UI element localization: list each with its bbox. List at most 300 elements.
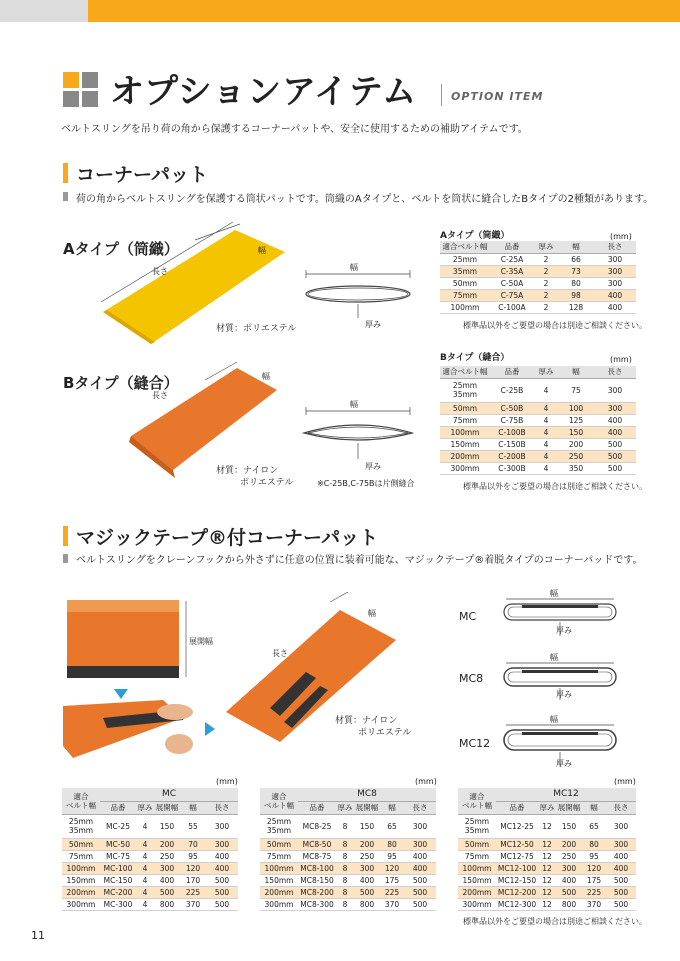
table-cell: 200 xyxy=(556,838,582,850)
section-title-magic-pad: マジックテープ®付コーナーパット xyxy=(76,527,379,549)
table-cell: 75mm xyxy=(62,850,100,862)
table-cell: 500 xyxy=(594,438,636,450)
table-mc12-header: 適合 ベルト幅 xyxy=(458,788,496,814)
table-cell: 80 xyxy=(380,838,404,850)
variant-thickness-label: 厚み xyxy=(556,759,572,768)
table-cell: 300mm xyxy=(62,898,100,910)
table-cell: 80 xyxy=(582,838,606,850)
section-desc-corner-pad: 荷の角からベルトスリングを保護する筒状パットです。筒織のAタイプと、ベルトを筒状に縫合したBタイプの2種類があります。 xyxy=(76,194,654,205)
table-mc-header: 厚み xyxy=(137,803,153,812)
table-cell: MC-200 xyxy=(100,886,136,898)
table-cell: MC12-150 xyxy=(497,875,537,885)
table-cell: C-25B xyxy=(490,378,534,402)
table-b-header: 厚み xyxy=(534,366,558,378)
table-cell: 300 xyxy=(206,838,238,850)
table-row xyxy=(440,277,636,289)
table-cell: MC12-25 xyxy=(496,814,538,838)
table-cell: 65 xyxy=(582,814,606,838)
table-a xyxy=(440,241,636,314)
table-b-unit: (mm) xyxy=(610,355,632,364)
table-cell: 12 xyxy=(538,814,556,838)
table-row xyxy=(440,450,636,462)
table-cell: 12 xyxy=(538,886,556,898)
table-cell: 8 xyxy=(336,898,354,910)
section-b-width-label: 幅 xyxy=(350,400,358,409)
title-separator xyxy=(441,84,442,106)
table-cell: 300 xyxy=(404,814,436,838)
magic-pad-open-photo xyxy=(67,600,187,680)
table-b-note: 標準品以外をご要望の場合は別途ご相談ください。 xyxy=(463,482,647,491)
table-cell: 25mm 35mm xyxy=(458,814,496,838)
variant-thickness-label: 厚み xyxy=(556,626,572,635)
table-cell: 300 xyxy=(606,814,636,838)
table-cell: 125 xyxy=(558,414,594,426)
table-cell: 95 xyxy=(582,850,606,862)
table-cell: 350 xyxy=(558,462,594,474)
table-cell: 500 xyxy=(354,886,380,898)
section-desc-marker xyxy=(63,192,68,201)
table-cell: MC8-100 xyxy=(298,862,336,874)
table-a-unit: (mm) xyxy=(610,232,632,241)
table-a-header: 幅 xyxy=(558,241,594,253)
table-cell: 500 xyxy=(606,874,636,886)
table-b-header: 適合ベルト幅 xyxy=(440,366,490,378)
table-cell: 2 xyxy=(534,265,558,277)
type-b-length-label: 長さ xyxy=(152,391,168,400)
type-a-width-label: 幅 xyxy=(258,246,266,255)
table-cell: 2 xyxy=(534,253,558,265)
table-cell: MC-50 xyxy=(100,838,136,850)
table-cell: MC8-50 xyxy=(298,838,336,850)
table-cell: 500 xyxy=(594,450,636,462)
section-b-thickness-label: 厚み xyxy=(365,462,381,471)
table-cell: 12 xyxy=(538,862,556,874)
table-cell: 4 xyxy=(136,838,154,850)
magic-table-note: 標準品以外をご要望の場合は別途ご相談ください。 xyxy=(463,917,647,926)
table-cell: 150mm xyxy=(440,438,490,450)
table-b-header: 品番 xyxy=(490,366,534,378)
table-row xyxy=(458,814,636,838)
table-cell: 4 xyxy=(136,874,154,886)
table-cell: 250 xyxy=(556,850,582,862)
table-b-header: 長さ xyxy=(594,366,636,378)
table-cell: 400 xyxy=(556,874,582,886)
table-cell: 120 xyxy=(180,862,206,874)
table-cell: 120 xyxy=(582,862,606,874)
table-cell: MC12-50 xyxy=(496,838,538,850)
table-cell: 8 xyxy=(336,850,354,862)
table-mc-header: 展開幅 xyxy=(155,803,179,812)
section-accent-bar xyxy=(63,163,68,183)
table-row xyxy=(62,850,238,862)
table-cell: 12 xyxy=(538,874,556,886)
table-cell: 100mm xyxy=(260,862,298,874)
table-cell: 4 xyxy=(136,886,154,898)
table-mc12-header: 厚み xyxy=(539,803,555,812)
table-cell: 300 xyxy=(404,838,436,850)
variant-width-label: 幅 xyxy=(550,715,558,724)
table-row xyxy=(440,462,636,474)
table-mc8 xyxy=(260,788,436,911)
arrow-down-icon xyxy=(114,689,128,699)
table-cell: 12 xyxy=(538,850,556,862)
table-cell: 400 xyxy=(594,301,636,313)
table-cell: 200 xyxy=(354,838,380,850)
table-cell: 4 xyxy=(136,862,154,874)
table-mc8-header: 長さ xyxy=(404,801,436,814)
table-cell: 150 xyxy=(154,814,180,838)
table-row xyxy=(440,378,636,402)
table-row xyxy=(260,874,436,886)
table-cell: 500 xyxy=(606,898,636,910)
table-cell: 2 xyxy=(534,289,558,301)
table-row xyxy=(62,898,238,910)
table-cell: 75 xyxy=(558,378,594,402)
logo-square-4 xyxy=(82,91,98,107)
table-mc12-header: 幅 xyxy=(582,801,606,814)
table-cell: 4 xyxy=(534,426,558,438)
table-cell: 175 xyxy=(380,874,404,886)
table-cell: 8 xyxy=(336,862,354,874)
table-cell: 4 xyxy=(136,850,154,862)
table-cell: 120 xyxy=(380,862,404,874)
table-cell: MC-300 xyxy=(100,898,136,910)
table-cell: 8 xyxy=(336,874,354,886)
table-cell: 300mm xyxy=(260,898,298,910)
type-b-material-1: 材質：ナイロン xyxy=(216,466,279,476)
table-cell: C-100B xyxy=(490,426,534,438)
variant-width-label: 幅 xyxy=(550,653,558,662)
table-cell: 35mm xyxy=(440,265,490,277)
table-cell: 75mm xyxy=(260,850,298,862)
table-cell: MC12-200 xyxy=(497,887,537,897)
section-desc-magic-pad: ベルトスリングをクレーンフックから外さずに任意の位置に装着可能な、マジックテープ®着脱タイプのコーナーパッドです。 xyxy=(76,555,643,566)
table-cell: 150 xyxy=(558,426,594,438)
table-row xyxy=(260,898,436,910)
table-mc-header: 長さ xyxy=(206,801,238,814)
table-cell: 95 xyxy=(380,850,404,862)
table-cell: 25mm xyxy=(440,253,490,265)
table-cell: 100 xyxy=(558,402,594,414)
table-row xyxy=(260,886,436,898)
table-cell: 300 xyxy=(154,862,180,874)
table-cell: 100mm xyxy=(440,301,490,313)
table-row xyxy=(440,402,636,414)
table-cell: C-75A xyxy=(490,289,534,301)
table-cell: 175 xyxy=(582,874,606,886)
table-cell: 250 xyxy=(558,450,594,462)
table-cell: 500 xyxy=(154,886,180,898)
table-cell: 300mm xyxy=(440,462,490,474)
table-cell: 75mm xyxy=(458,850,496,862)
page-title: オプションアイテム xyxy=(110,72,418,112)
variant-label-mc8: MC8 xyxy=(459,672,484,685)
table-cell: C-200B xyxy=(490,450,534,462)
table-cell: C-150B xyxy=(490,438,534,450)
table-cell: 300mm xyxy=(458,898,496,910)
variant-width-label: 幅 xyxy=(550,589,558,598)
table-cell: 4 xyxy=(534,378,558,402)
table-cell: 300 xyxy=(594,265,636,277)
table-row xyxy=(440,301,636,313)
table-cell: 150mm xyxy=(260,874,298,886)
page-number: 11 xyxy=(31,929,45,942)
table-cell: MC-100 xyxy=(100,862,136,874)
table-row xyxy=(458,850,636,862)
table-cell: 200 xyxy=(154,838,180,850)
table-mc-unit: (mm) xyxy=(216,777,238,786)
table-cell: 200 xyxy=(558,438,594,450)
section-accent-bar xyxy=(63,526,68,546)
table-mc12-caption: MC12 xyxy=(496,788,636,801)
table-cell: 370 xyxy=(582,898,606,910)
table-cell: 50mm xyxy=(440,277,490,289)
table-b-header: 幅 xyxy=(558,366,594,378)
table-cell: 170 xyxy=(180,874,206,886)
magic-length-label: 長さ xyxy=(272,649,288,658)
table-cell: 100mm xyxy=(62,862,100,874)
table-cell: 80 xyxy=(558,277,594,289)
table-cell: 4 xyxy=(534,450,558,462)
table-cell: 128 xyxy=(558,301,594,313)
table-cell: 50mm xyxy=(440,402,490,414)
table-cell: MC8-300 xyxy=(298,898,336,910)
table-cell: MC8-200 xyxy=(298,886,336,898)
table-cell: 25mm 35mm xyxy=(440,378,490,402)
type-b-title: Bタイプ（縫合） xyxy=(63,374,179,392)
table-cell: 200mm xyxy=(62,886,100,898)
table-mc8-header: 厚み xyxy=(337,803,353,812)
section-desc-marker xyxy=(63,554,68,563)
table-cell: MC8-25 xyxy=(298,814,336,838)
table-row xyxy=(62,862,238,874)
section-b-diagram xyxy=(298,407,418,467)
table-cell: 150 xyxy=(556,814,582,838)
table-cell: 100mm xyxy=(440,426,490,438)
table-mc8-header: 幅 xyxy=(380,801,404,814)
table-mc-header: 幅 xyxy=(180,801,206,814)
arrow-right-icon xyxy=(205,722,215,736)
table-row xyxy=(458,886,636,898)
table-cell: 370 xyxy=(180,898,206,910)
type-b-note: ※C-25B,C-75Bは片側縫合 xyxy=(317,479,415,488)
table-mc8-unit: (mm) xyxy=(415,777,437,786)
table-cell: 200mm xyxy=(458,886,496,898)
table-cell: 25mm 35mm xyxy=(62,814,100,838)
table-cell: 300 xyxy=(594,402,636,414)
table-row xyxy=(440,438,636,450)
table-cell: 370 xyxy=(380,898,404,910)
table-mc12-header: 展開幅 xyxy=(557,803,581,812)
table-cell: 225 xyxy=(180,886,206,898)
table-mc12-header: 長さ xyxy=(606,801,636,814)
table-row xyxy=(458,862,636,874)
table-cell: 4 xyxy=(136,814,154,838)
table-cell: 225 xyxy=(582,886,606,898)
table-cell: 500 xyxy=(404,886,436,898)
table-cell: 2 xyxy=(534,301,558,313)
table-mc8-header: 適合 ベルト幅 xyxy=(260,788,298,814)
section-title-corner-pad: コーナーパット xyxy=(76,164,209,186)
table-cell: C-75B xyxy=(490,414,534,426)
table-cell: 500 xyxy=(206,874,238,886)
table-cell: 50mm xyxy=(458,838,496,850)
table-cell: 500 xyxy=(594,462,636,474)
table-mc xyxy=(62,788,238,911)
table-cell: 200mm xyxy=(440,450,490,462)
table-mc8-header: 品番 xyxy=(298,801,336,814)
table-row xyxy=(260,838,436,850)
table-cell: 95 xyxy=(180,850,206,862)
table-cell: 300 xyxy=(594,378,636,402)
table-cell: 12 xyxy=(538,838,556,850)
table-cell: 500 xyxy=(206,886,238,898)
table-cell: 70 xyxy=(180,838,206,850)
table-row xyxy=(62,874,238,886)
table-a-header: 適合ベルト幅 xyxy=(440,241,490,253)
table-cell: 400 xyxy=(404,862,436,874)
table-cell: 400 xyxy=(594,414,636,426)
table-cell: 4 xyxy=(534,402,558,414)
top-bar-accent xyxy=(88,0,680,22)
table-cell: MC8-150 xyxy=(298,874,336,886)
logo-square-2 xyxy=(82,72,98,88)
table-cell: 300 xyxy=(594,277,636,289)
table-b xyxy=(440,366,636,475)
table-cell: C-25A xyxy=(490,253,534,265)
table-cell: 150mm xyxy=(62,874,100,886)
type-b-width-label: 幅 xyxy=(262,372,270,381)
logo-square-3 xyxy=(63,91,79,107)
table-row xyxy=(458,874,636,886)
table-row xyxy=(440,289,636,301)
table-cell: 500 xyxy=(404,874,436,886)
table-row xyxy=(458,838,636,850)
table-cell: 300 xyxy=(594,253,636,265)
table-cell: 200mm xyxy=(260,886,298,898)
table-cell: MC-150 xyxy=(100,874,136,886)
logo-square-1 xyxy=(63,72,79,88)
table-row xyxy=(458,898,636,910)
magic-pad-wrap-photo xyxy=(63,700,193,760)
table-row xyxy=(440,414,636,426)
table-cell: MC12-100 xyxy=(497,863,537,873)
table-cell: 500 xyxy=(206,898,238,910)
table-cell: 500 xyxy=(606,886,636,898)
table-row xyxy=(62,838,238,850)
table-cell: MC12-300 xyxy=(497,899,537,909)
type-b-material-2: ポリエステル xyxy=(240,478,294,488)
table-cell: 400 xyxy=(154,874,180,886)
table-cell: 65 xyxy=(380,814,404,838)
table-cell: 66 xyxy=(558,253,594,265)
type-a-length-label: 長さ xyxy=(152,267,168,276)
table-cell: MC8-75 xyxy=(298,850,336,862)
table-cell: 4 xyxy=(534,414,558,426)
section-a-diagram xyxy=(298,270,418,330)
table-cell: 800 xyxy=(154,898,180,910)
table-cell: 8 xyxy=(336,886,354,898)
table-cell: C-50A xyxy=(490,277,534,289)
table-cell: 25mm 35mm xyxy=(260,814,298,838)
table-mc-header: 適合 ベルト幅 xyxy=(62,788,100,814)
section-a-thickness-label: 厚み xyxy=(365,320,381,329)
table-mc8-header: 展開幅 xyxy=(355,803,379,812)
table-mc8-caption: MC8 xyxy=(298,788,436,801)
table-cell: 98 xyxy=(558,289,594,301)
table-cell: 4 xyxy=(534,462,558,474)
table-mc12-unit: (mm) xyxy=(614,777,636,786)
magic-material-1: 材質：ナイロン xyxy=(335,716,398,726)
table-cell: 300 xyxy=(206,814,238,838)
table-cell: 400 xyxy=(594,289,636,301)
table-cell: MC-25 xyxy=(100,814,136,838)
table-cell: 2 xyxy=(534,277,558,289)
table-row xyxy=(440,265,636,277)
variant-label-mc: MC xyxy=(459,610,477,623)
type-a-title: Aタイプ（筒織） xyxy=(63,240,179,258)
top-bar-grey xyxy=(0,0,88,22)
table-cell: 225 xyxy=(380,886,404,898)
section-a-width-label: 幅 xyxy=(350,263,358,272)
table-cell: 400 xyxy=(206,862,238,874)
table-row xyxy=(62,886,238,898)
table-a-header: 厚み xyxy=(534,241,558,253)
table-cell: 55 xyxy=(180,814,206,838)
table-cell: 400 xyxy=(404,850,436,862)
table-row xyxy=(260,814,436,838)
table-cell: 8 xyxy=(336,814,354,838)
table-a-header: 長さ xyxy=(594,241,636,253)
table-cell: 300 xyxy=(556,862,582,874)
table-a-caption: Aタイプ（筒織） xyxy=(440,231,510,241)
table-cell: 100mm xyxy=(458,862,496,874)
table-cell: 250 xyxy=(154,850,180,862)
table-cell: 800 xyxy=(354,898,380,910)
table-cell: 400 xyxy=(606,862,636,874)
table-cell: C-300B xyxy=(490,462,534,474)
table-row xyxy=(62,814,238,838)
table-cell: 300 xyxy=(354,862,380,874)
table-cell: MC-75 xyxy=(100,850,136,862)
magic-width-label: 幅 xyxy=(368,609,376,618)
table-mc12 xyxy=(458,788,636,911)
table-cell: 50mm xyxy=(62,838,100,850)
table-cell: 4 xyxy=(534,438,558,450)
table-row xyxy=(440,426,636,438)
variant-thickness-label: 厚み xyxy=(556,690,572,699)
type-a-material: 材質：ポリエステル xyxy=(216,324,297,334)
variant-label-mc12: MC12 xyxy=(459,737,491,750)
table-cell: C-35A xyxy=(490,265,534,277)
table-cell: 4 xyxy=(136,898,154,910)
intro-text: ベルトスリングを吊り荷の角から保護するコーナーパットや、安全に使用するための補助アイテムです。 xyxy=(61,124,528,135)
table-cell: 8 xyxy=(336,838,354,850)
table-cell: 150 xyxy=(354,814,380,838)
table-cell: 400 xyxy=(606,850,636,862)
table-a-header: 品番 xyxy=(490,241,534,253)
table-cell: 75mm xyxy=(440,414,490,426)
magic-material-2: ポリエステル xyxy=(358,728,412,738)
table-cell: MC12-75 xyxy=(496,850,538,862)
table-mc-header: 品番 xyxy=(100,801,136,814)
page-subtitle-en: OPTION ITEM xyxy=(451,90,544,103)
table-cell: 500 xyxy=(404,898,436,910)
table-cell: 50mm xyxy=(260,838,298,850)
table-cell: 150mm xyxy=(458,874,496,886)
table-cell: 400 xyxy=(594,426,636,438)
table-cell: 500 xyxy=(556,886,582,898)
